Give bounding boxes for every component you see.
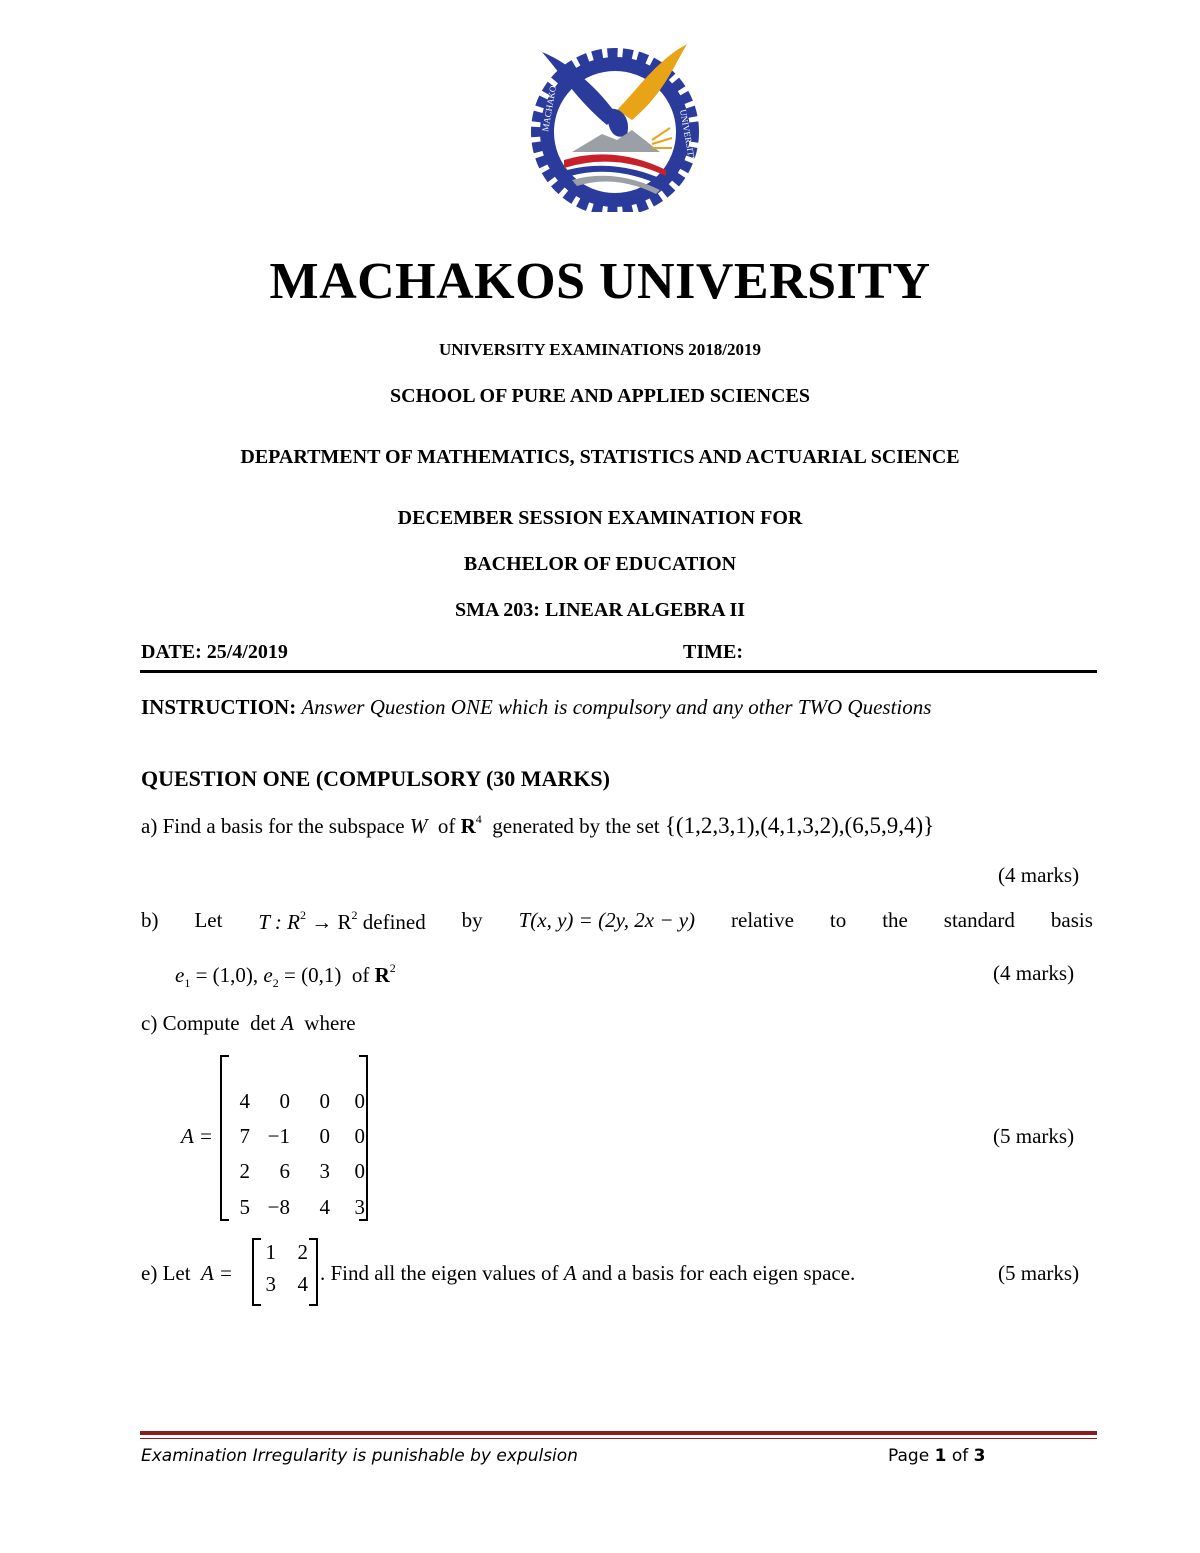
matrix-cell: −8 (267, 1195, 290, 1219)
instruction-text: Answer Question ONE which is compulsory and any other TWO Questions (301, 695, 932, 719)
matrix-cell: 0 (354, 1124, 365, 1148)
matrix-cell: 0 (354, 1089, 365, 1113)
university-logo (522, 40, 708, 212)
logo-motto: Advancing knowledge (587, 196, 643, 202)
logo-left-text: MACHAKOS (540, 79, 559, 133)
matrix-cell: 3 (319, 1159, 330, 1183)
school-name: SCHOOL OF PURE AND APPLIED SCIENCES (390, 385, 810, 407)
matrix-cell: 0 (354, 1159, 365, 1183)
page-number: Page 1 of 3 (888, 1446, 986, 1466)
matrix-cell: 0 (279, 1089, 290, 1113)
part-e-text: . Find all the eigen values of A and a basis for each eigen space. (320, 1261, 856, 1285)
part-e-label (141, 1261, 233, 1286)
footer-rule (140, 1431, 1097, 1435)
real-space-exponent: 4 (475, 812, 482, 826)
footer-rule-thin (140, 1438, 1097, 1439)
matrix-symbol: A (280, 1011, 294, 1035)
part-c (141, 1011, 356, 1036)
footer-warning: Examination Irregularity is punishable by expulsion (141, 1446, 578, 1466)
instruction-line (141, 695, 931, 720)
part-b-label: b) (141, 908, 159, 932)
exams-year: UNIVERSITY EXAMINATIONS 2018/2019 (438, 340, 762, 359)
question-one-heading: QUESTION ONE (COMPULSORY (30 MARKS) (141, 766, 610, 791)
part-a-of: of (437, 814, 456, 838)
subspace-symbol: W (409, 814, 428, 838)
real-space-symbol: R (374, 963, 390, 987)
part-b-relative: relative (731, 908, 794, 932)
basis-e2: e (263, 963, 273, 987)
matrix-e (252, 1238, 318, 1306)
programme-title: BACHELOR OF EDUCATION (463, 553, 737, 575)
session-title: DECEMBER SESSION EXAMINATION FOR (397, 507, 803, 529)
part-c-marks: (5 marks) (993, 1124, 1075, 1148)
matrix-a (220, 1055, 368, 1221)
part-b-to: to (829, 908, 847, 932)
matrix-a-label: A = (181, 1124, 213, 1148)
department-name: DEPARTMENT OF MATHEMATICS, STATISTICS AND ACTUARIAL SCIENCE (240, 446, 960, 468)
time-label: TIME: (683, 641, 743, 663)
part-a-text2: generated by the set (492, 814, 660, 838)
date-label: DATE: (141, 641, 202, 663)
matrix-cell: 0 (319, 1089, 330, 1113)
part-b-standard: standard (943, 908, 1015, 932)
transformation-map: T : $R^2 \to R^2$ defined (258, 908, 426, 934)
matrix-cell: 7 (239, 1124, 250, 1148)
part-c-text: c) Compute (141, 1011, 240, 1035)
matrix-cell: 4 (319, 1195, 330, 1219)
matrix-cell: 4 (297, 1272, 308, 1296)
part-b-basis: basis (1050, 908, 1093, 932)
logo-right-text: UNIVERSITY (678, 108, 698, 164)
date-value: 25/4/2019 (206, 641, 288, 663)
part-a (141, 812, 934, 839)
basis-e1: e (175, 963, 185, 987)
matrix-cell: 2 (297, 1240, 308, 1264)
matrix-cell: 4 (239, 1089, 250, 1113)
matrix-cell: 5 (239, 1195, 250, 1219)
matrix-symbol: A (563, 1261, 577, 1285)
det-operator: det (250, 1011, 276, 1035)
real-space-symbol: R (460, 814, 476, 838)
part-a-text: a) Find a basis for the subspace (141, 814, 405, 838)
part-b-by: by (461, 908, 483, 932)
instruction-label: INSTRUCTION: (141, 695, 297, 719)
matrix-cell: 6 (279, 1159, 290, 1183)
part-b-marks: (4 marks) (993, 961, 1075, 985)
matrix-e-label: A = (201, 1261, 233, 1285)
matrix-cell: 2 (239, 1159, 250, 1183)
matrix-cell: −1 (267, 1124, 290, 1148)
part-e-marks: (5 marks) (998, 1261, 1080, 1285)
date-line (141, 641, 288, 664)
matrix-cell: 3 (354, 1195, 365, 1219)
generating-set: {(1,2,3,1),(4,1,3,2),(6,5,9,4)} (664, 813, 935, 838)
part-b-line2: $e_1 = (1,0)$, $e_2 = (0,1)$ of $R^2$ (175, 961, 396, 990)
matrix-cell: 0 (319, 1124, 330, 1148)
part-a-marks: (4 marks) (998, 863, 1080, 887)
part-b-the: the (882, 908, 908, 932)
part-b-line1 (141, 908, 1093, 935)
university-name: MACHAKOS UNIVERSITY (269, 253, 931, 310)
matrix-cell: 1 (265, 1240, 276, 1264)
transformation-formula: T(x, y) = (2y, 2x − y) (518, 908, 696, 932)
matrix-right-bracket (309, 1238, 318, 1306)
part-c-where: where (304, 1011, 356, 1035)
matrix-cell: 3 (265, 1272, 276, 1296)
course-title: SMA 203: LINEAR ALGEBRA II (454, 599, 746, 621)
part-b-let: Let (194, 908, 223, 932)
part-e-let: e) Let (141, 1261, 191, 1285)
header-rule (140, 670, 1097, 673)
